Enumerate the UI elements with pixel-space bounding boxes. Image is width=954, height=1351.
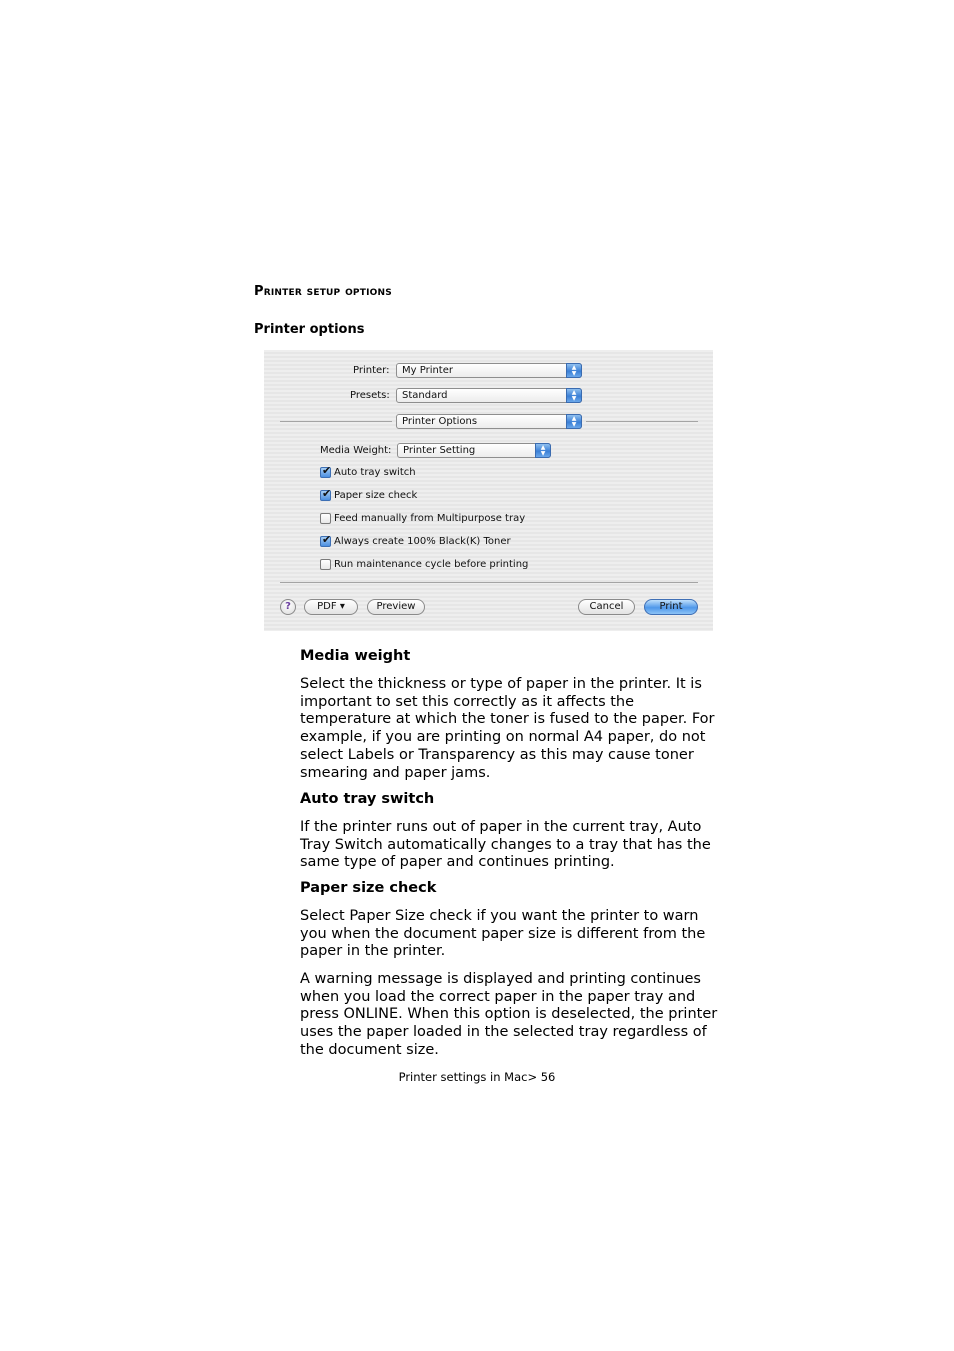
- popup-arrows-icon: ▲ ▼: [566, 414, 582, 429]
- checkbox[interactable]: [320, 559, 331, 570]
- checkbox[interactable]: [320, 513, 331, 524]
- printer-label: Printer:: [353, 365, 390, 376]
- paper-size-check-text-2: [300, 971, 725, 1060]
- presets-label: Presets:: [350, 390, 390, 401]
- popup-arrows-icon: ▲ ▼: [566, 363, 582, 378]
- print-dialog: [264, 350, 713, 631]
- paragraph: If the printer runs out of paper in the current tray, Auto Tray Switch automatically changes to a tray that has the same type of paper and continues printing.: [300, 819, 711, 871]
- media-weight-value: Printer Setting: [403, 445, 476, 456]
- option-label: Paper size check: [334, 490, 418, 501]
- page-footer: Printer settings in Mac> 56: [398, 1070, 556, 1084]
- auto-tray-switch-section: [300, 791, 725, 807]
- print-button[interactable]: Print: [644, 599, 698, 615]
- auto-tray-switch-text: [300, 819, 725, 872]
- option-feed-manually[interactable]: [320, 513, 525, 527]
- separator: [586, 421, 698, 422]
- section-title: Printer setup options: [254, 284, 392, 299]
- help-button[interactable]: ?: [280, 599, 296, 615]
- section-heading: Paper size check: [300, 880, 437, 896]
- checkmark-icon: ✔: [322, 464, 332, 477]
- option-label: Always create 100% Black(K) Toner: [334, 536, 511, 547]
- printer-popup[interactable]: [396, 363, 582, 378]
- checkmark-icon: ✔: [322, 487, 332, 500]
- paragraph: A warning message is displayed and printing continues when you load the correct paper in the paper tray and press ONLINE. When this option is deselected, the printer uses the paper loaded in the selected tray regardless of the document size.: [300, 971, 718, 1058]
- checkbox[interactable]: [320, 464, 332, 478]
- media-weight-section: [300, 648, 725, 664]
- option-paper-size-check[interactable]: [320, 487, 418, 504]
- section-heading: Auto tray switch: [300, 791, 435, 807]
- checkbox[interactable]: [320, 533, 332, 547]
- option-black-toner[interactable]: [320, 533, 511, 550]
- option-label: Feed manually from Multipurpose tray: [334, 513, 526, 524]
- popup-arrows-icon: ▲ ▼: [535, 443, 551, 458]
- paragraph: Select Paper Size check if you want the printer to warn you when the document paper size is different from the paper in the printer.: [300, 908, 706, 960]
- option-label: Run maintenance cycle before printing: [334, 559, 529, 570]
- checkbox[interactable]: [320, 487, 332, 501]
- media-weight-label: Media Weight:: [320, 445, 392, 456]
- option-maintenance-cycle[interactable]: [320, 559, 528, 573]
- pdf-button[interactable]: PDF ▾: [304, 599, 358, 615]
- section-heading: Media weight: [300, 648, 411, 664]
- option-auto-tray-switch[interactable]: [320, 464, 416, 481]
- media-weight-text: [300, 676, 725, 782]
- subsection-title: Printer options: [254, 322, 365, 337]
- paragraph: Select the thickness or type of paper in the printer. It is important to set this correctly as it affects the temperature at which the toner is fused to the paper. For example, if you are printing on normal A4 paper, do not select Labels or Transparency as this may cause toner smearing and paper jams.: [300, 676, 715, 781]
- presets-value: Standard: [402, 390, 448, 401]
- media-weight-popup[interactable]: [397, 443, 551, 458]
- option-label: Auto tray switch: [334, 467, 416, 478]
- panel-value: Printer Options: [402, 416, 478, 427]
- cancel-button[interactable]: Cancel: [578, 599, 635, 615]
- paper-size-check-text: [300, 908, 725, 961]
- printer-value: My Printer: [402, 365, 453, 376]
- panel-popup[interactable]: [396, 414, 582, 429]
- preview-button[interactable]: Preview: [367, 599, 425, 615]
- separator: [280, 421, 392, 422]
- separator: [280, 582, 698, 583]
- presets-popup[interactable]: [396, 388, 582, 403]
- paper-size-check-section: [300, 880, 725, 896]
- checkmark-icon: ✔: [322, 533, 332, 546]
- popup-arrows-icon: ▲ ▼: [566, 388, 582, 403]
